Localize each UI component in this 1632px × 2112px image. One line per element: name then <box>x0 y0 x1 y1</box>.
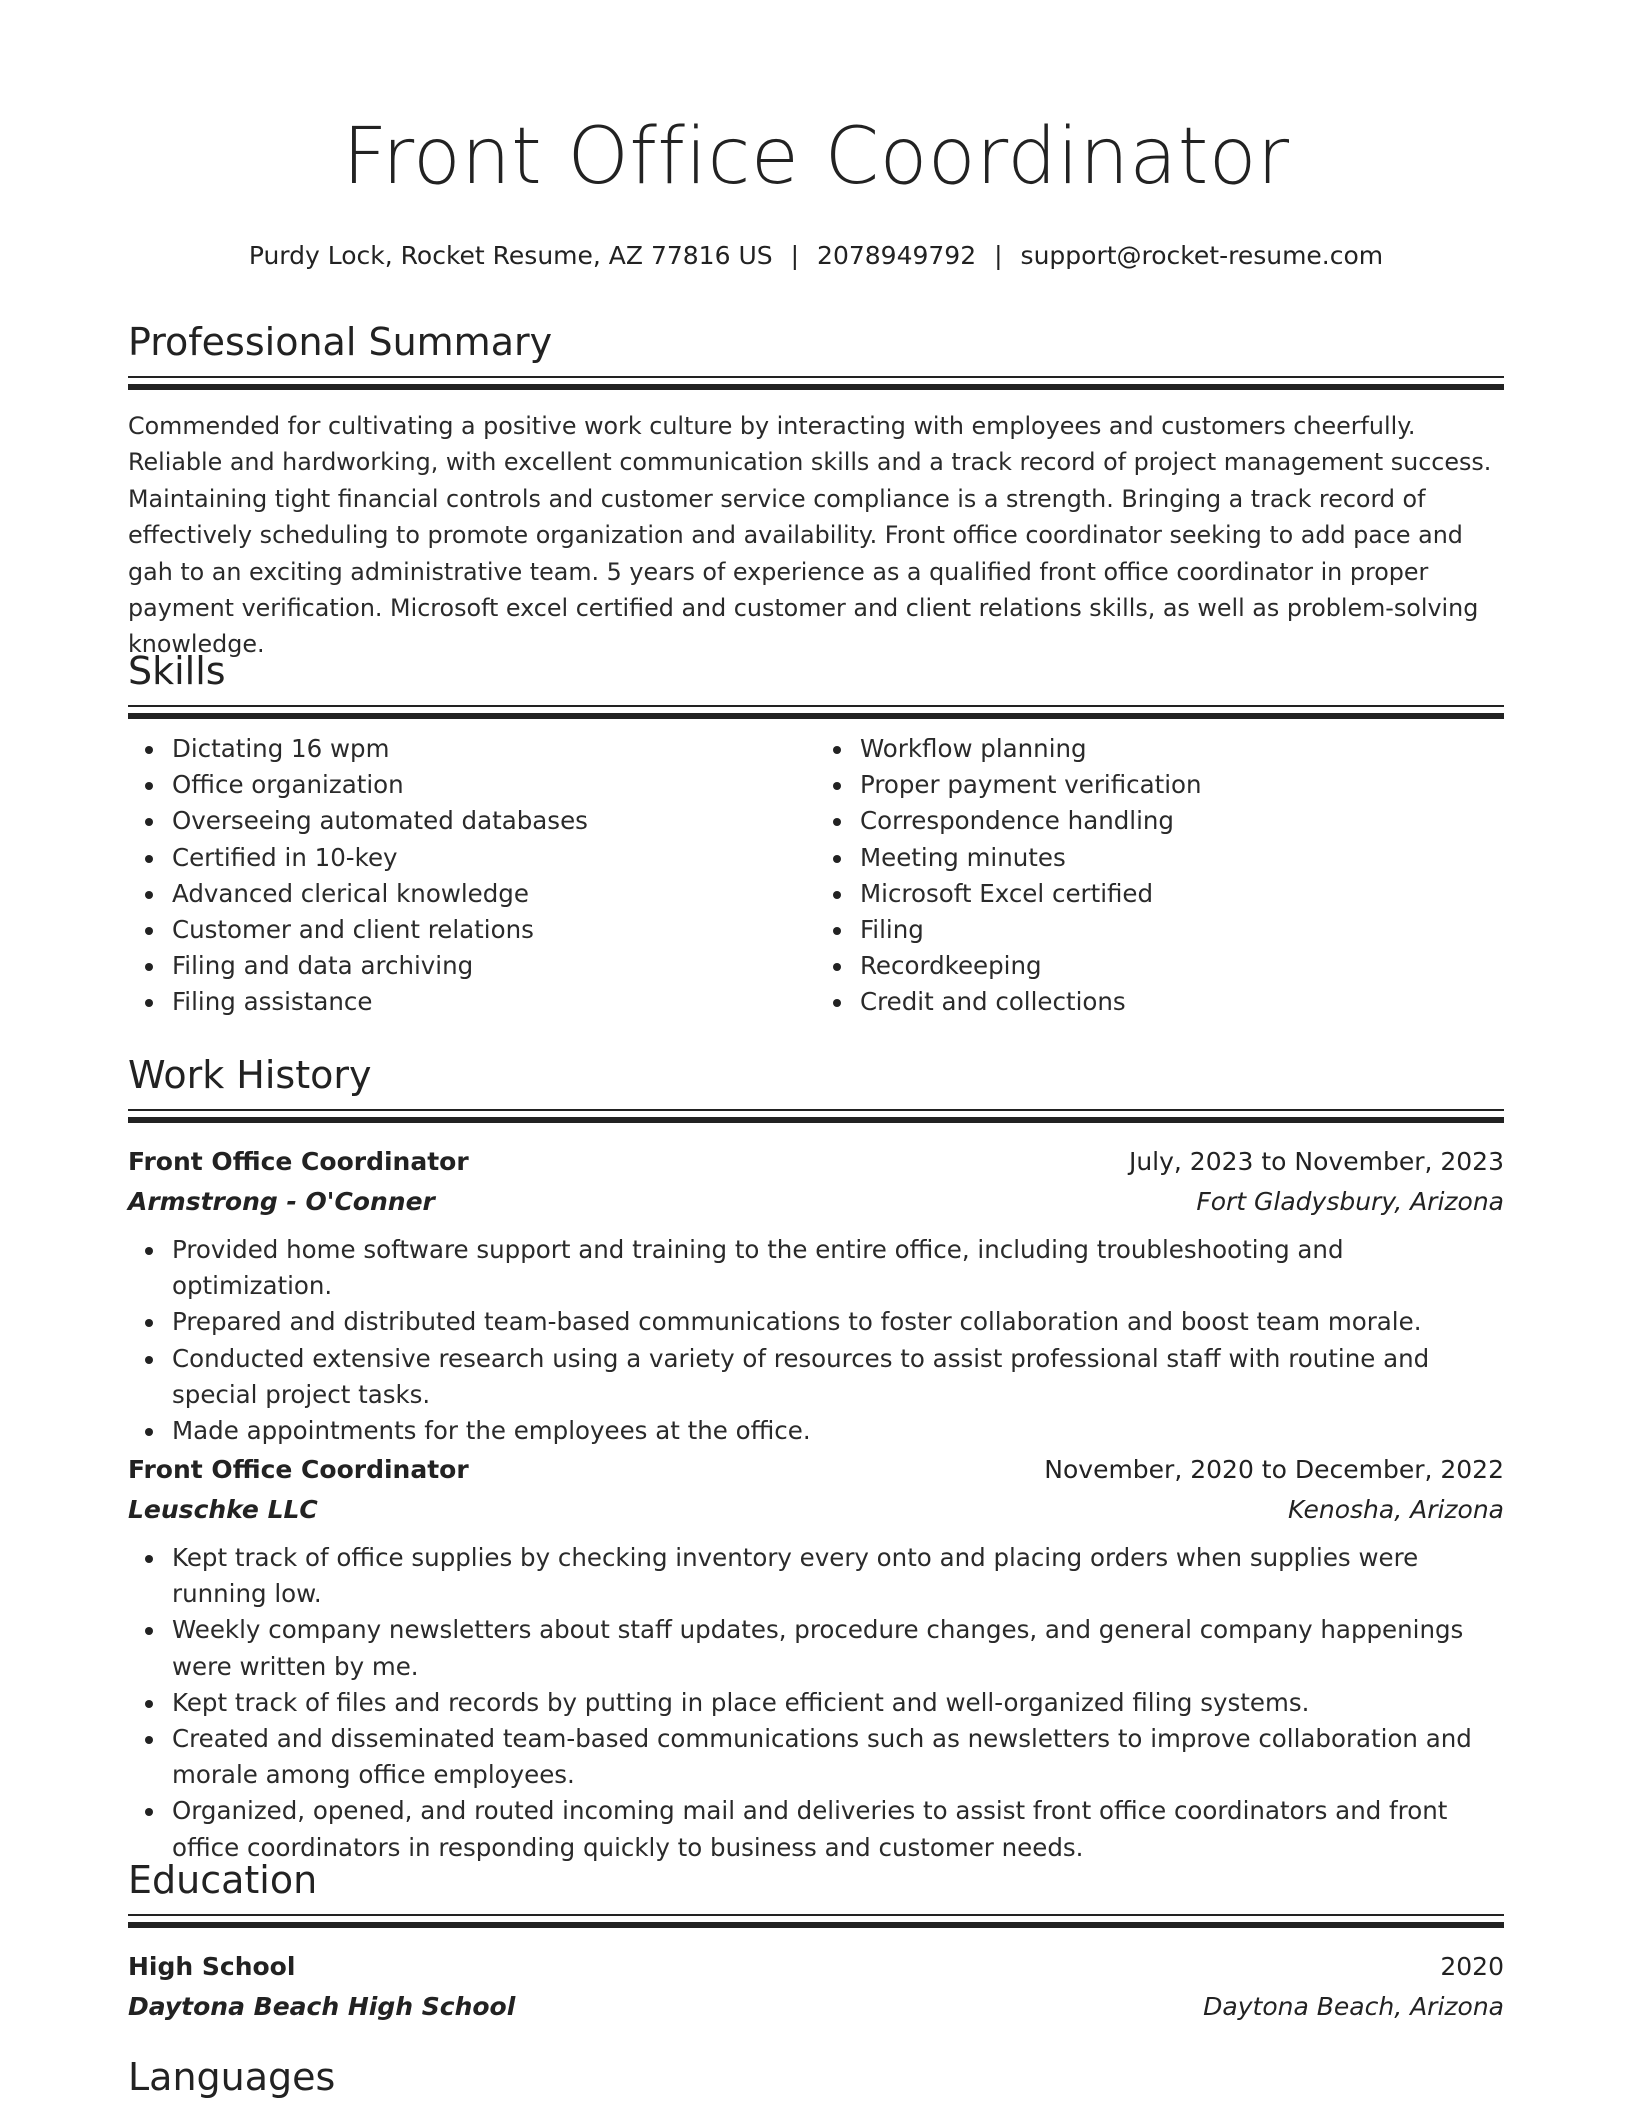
skills-list-right <box>816 731 1504 1021</box>
work-history-heading: Work History <box>128 1053 372 1097</box>
contact-email: support@rocket-resume.com <box>1020 241 1384 270</box>
summary-heading: Professional Summary <box>128 320 553 364</box>
skills-heading: Skills <box>128 649 226 693</box>
contact-line <box>128 240 1504 272</box>
skill-item: Dictating 16 wpm <box>172 731 816 767</box>
job-bullet: Kept track of office supplies by checking inventory every onto and placing orders when supplies were running low. <box>172 1540 1504 1612</box>
skill-item: Filing and data archiving <box>172 948 816 984</box>
skill-item: Customer and client relations <box>172 912 816 948</box>
education-entry <box>128 1947 1504 2027</box>
skill-item: Proper payment verification <box>860 767 1504 803</box>
skills-section <box>128 647 1504 1021</box>
skill-item: Advanced clerical knowledge <box>172 876 816 912</box>
job-company: Armstrong - O'Conner <box>128 1187 435 1216</box>
contact-phone: 2078949792 <box>817 241 977 270</box>
job-bullet: Made appointments for the employees at the office. <box>172 1413 1504 1449</box>
education-location: Daytona Beach, Arizona <box>1203 1992 1504 2021</box>
contact-address: Purdy Lock, Rocket Resume, AZ 77816 US <box>248 241 773 270</box>
section-divider <box>128 705 1504 721</box>
job-entry <box>128 1450 1504 1866</box>
work-history-section <box>128 1051 1504 1125</box>
job-bullet: Kept track of files and records by putting in place efficient and well-organized filing systems. <box>172 1685 1504 1721</box>
summary-section <box>128 318 1504 663</box>
job-dates: November, 2020 to December, 2022 <box>1044 1455 1504 1484</box>
languages-section <box>128 2053 1504 2101</box>
skill-item: Overseeing automated databases <box>172 803 816 839</box>
languages-heading: Languages <box>128 2055 336 2099</box>
job-title: Front Office Coordinator <box>128 1147 469 1176</box>
job-bullet: Created and disseminated team-based communications such as newsletters to improve collaboration and morale among office employees. <box>172 1721 1504 1793</box>
job-bullet: Prepared and distributed team-based communications to foster collaboration and boost team morale. <box>172 1304 1504 1340</box>
education-section <box>128 1856 1504 1930</box>
skill-item: Recordkeeping <box>860 948 1504 984</box>
job-company: Leuschke LLC <box>128 1495 318 1524</box>
job-bullets <box>128 1232 1504 1449</box>
contact-separator: | <box>790 241 800 270</box>
skill-item: Correspondence handling <box>860 803 1504 839</box>
section-divider <box>128 1109 1504 1125</box>
job-bullet: Conducted extensive research using a variety of resources to assist professional staff with routine and special project tasks. <box>172 1341 1504 1413</box>
skill-item: Filing <box>860 912 1504 948</box>
skill-item: Certified in 10-key <box>172 840 816 876</box>
skill-item: Office organization <box>172 767 816 803</box>
job-dates: July, 2023 to November, 2023 <box>1128 1147 1504 1176</box>
job-bullet: Organized, opened, and routed incoming mail and deliveries to assist front office coordinators and front office coordinators in responding quickly to business and customer needs. <box>172 1793 1504 1865</box>
job-title: Front Office Coordinator <box>128 1455 469 1484</box>
section-divider <box>128 376 1504 392</box>
skill-item: Workflow planning <box>860 731 1504 767</box>
job-location: Kenosha, Arizona <box>1287 1495 1504 1524</box>
candidate-name: Front Office Coordinator <box>342 112 1290 202</box>
section-divider <box>128 1914 1504 1930</box>
job-bullet: Provided home software support and training to the entire office, including troubleshooting and optimization. <box>172 1232 1504 1304</box>
job-bullet: Weekly company newsletters about staff updates, procedure changes, and general company happenings were written by me. <box>172 1612 1504 1684</box>
contact-separator: | <box>994 241 1003 270</box>
skills-grid <box>128 731 1504 1021</box>
job-location: Fort Gladysbury, Arizona <box>1196 1187 1504 1216</box>
job-bullets <box>128 1540 1504 1866</box>
skill-item: Microsoft Excel certified <box>860 876 1504 912</box>
skill-item: Filing assistance <box>172 984 816 1020</box>
summary-text: Commended for cultivating a positive work culture by interacting with employees and customers cheerfully. Reliable and hardworking, with excellent communication skills and a track record of project management success. Maintaining tight financial controls and customer service compliance is a strength. Bringing a track record of effectively scheduling to promote organization and availability. Front office coordinator seeking to add pace and gah to an exciting administrative team. 5 years of experience as a qualified front office coordinator in proper payment verification. Microsoft excel certified and customer and client relations skills, as well as problem-solving knowledge. <box>128 412 1492 659</box>
job-entry <box>128 1142 1504 1449</box>
education-school: Daytona Beach High School <box>128 1992 516 2021</box>
skill-item: Credit and collections <box>860 984 1504 1020</box>
education-degree: High School <box>128 1952 296 1981</box>
skills-list-left <box>128 731 816 1021</box>
education-heading: Education <box>128 1858 318 1902</box>
skill-item: Meeting minutes <box>860 840 1504 876</box>
education-year: 2020 <box>1440 1952 1504 1981</box>
